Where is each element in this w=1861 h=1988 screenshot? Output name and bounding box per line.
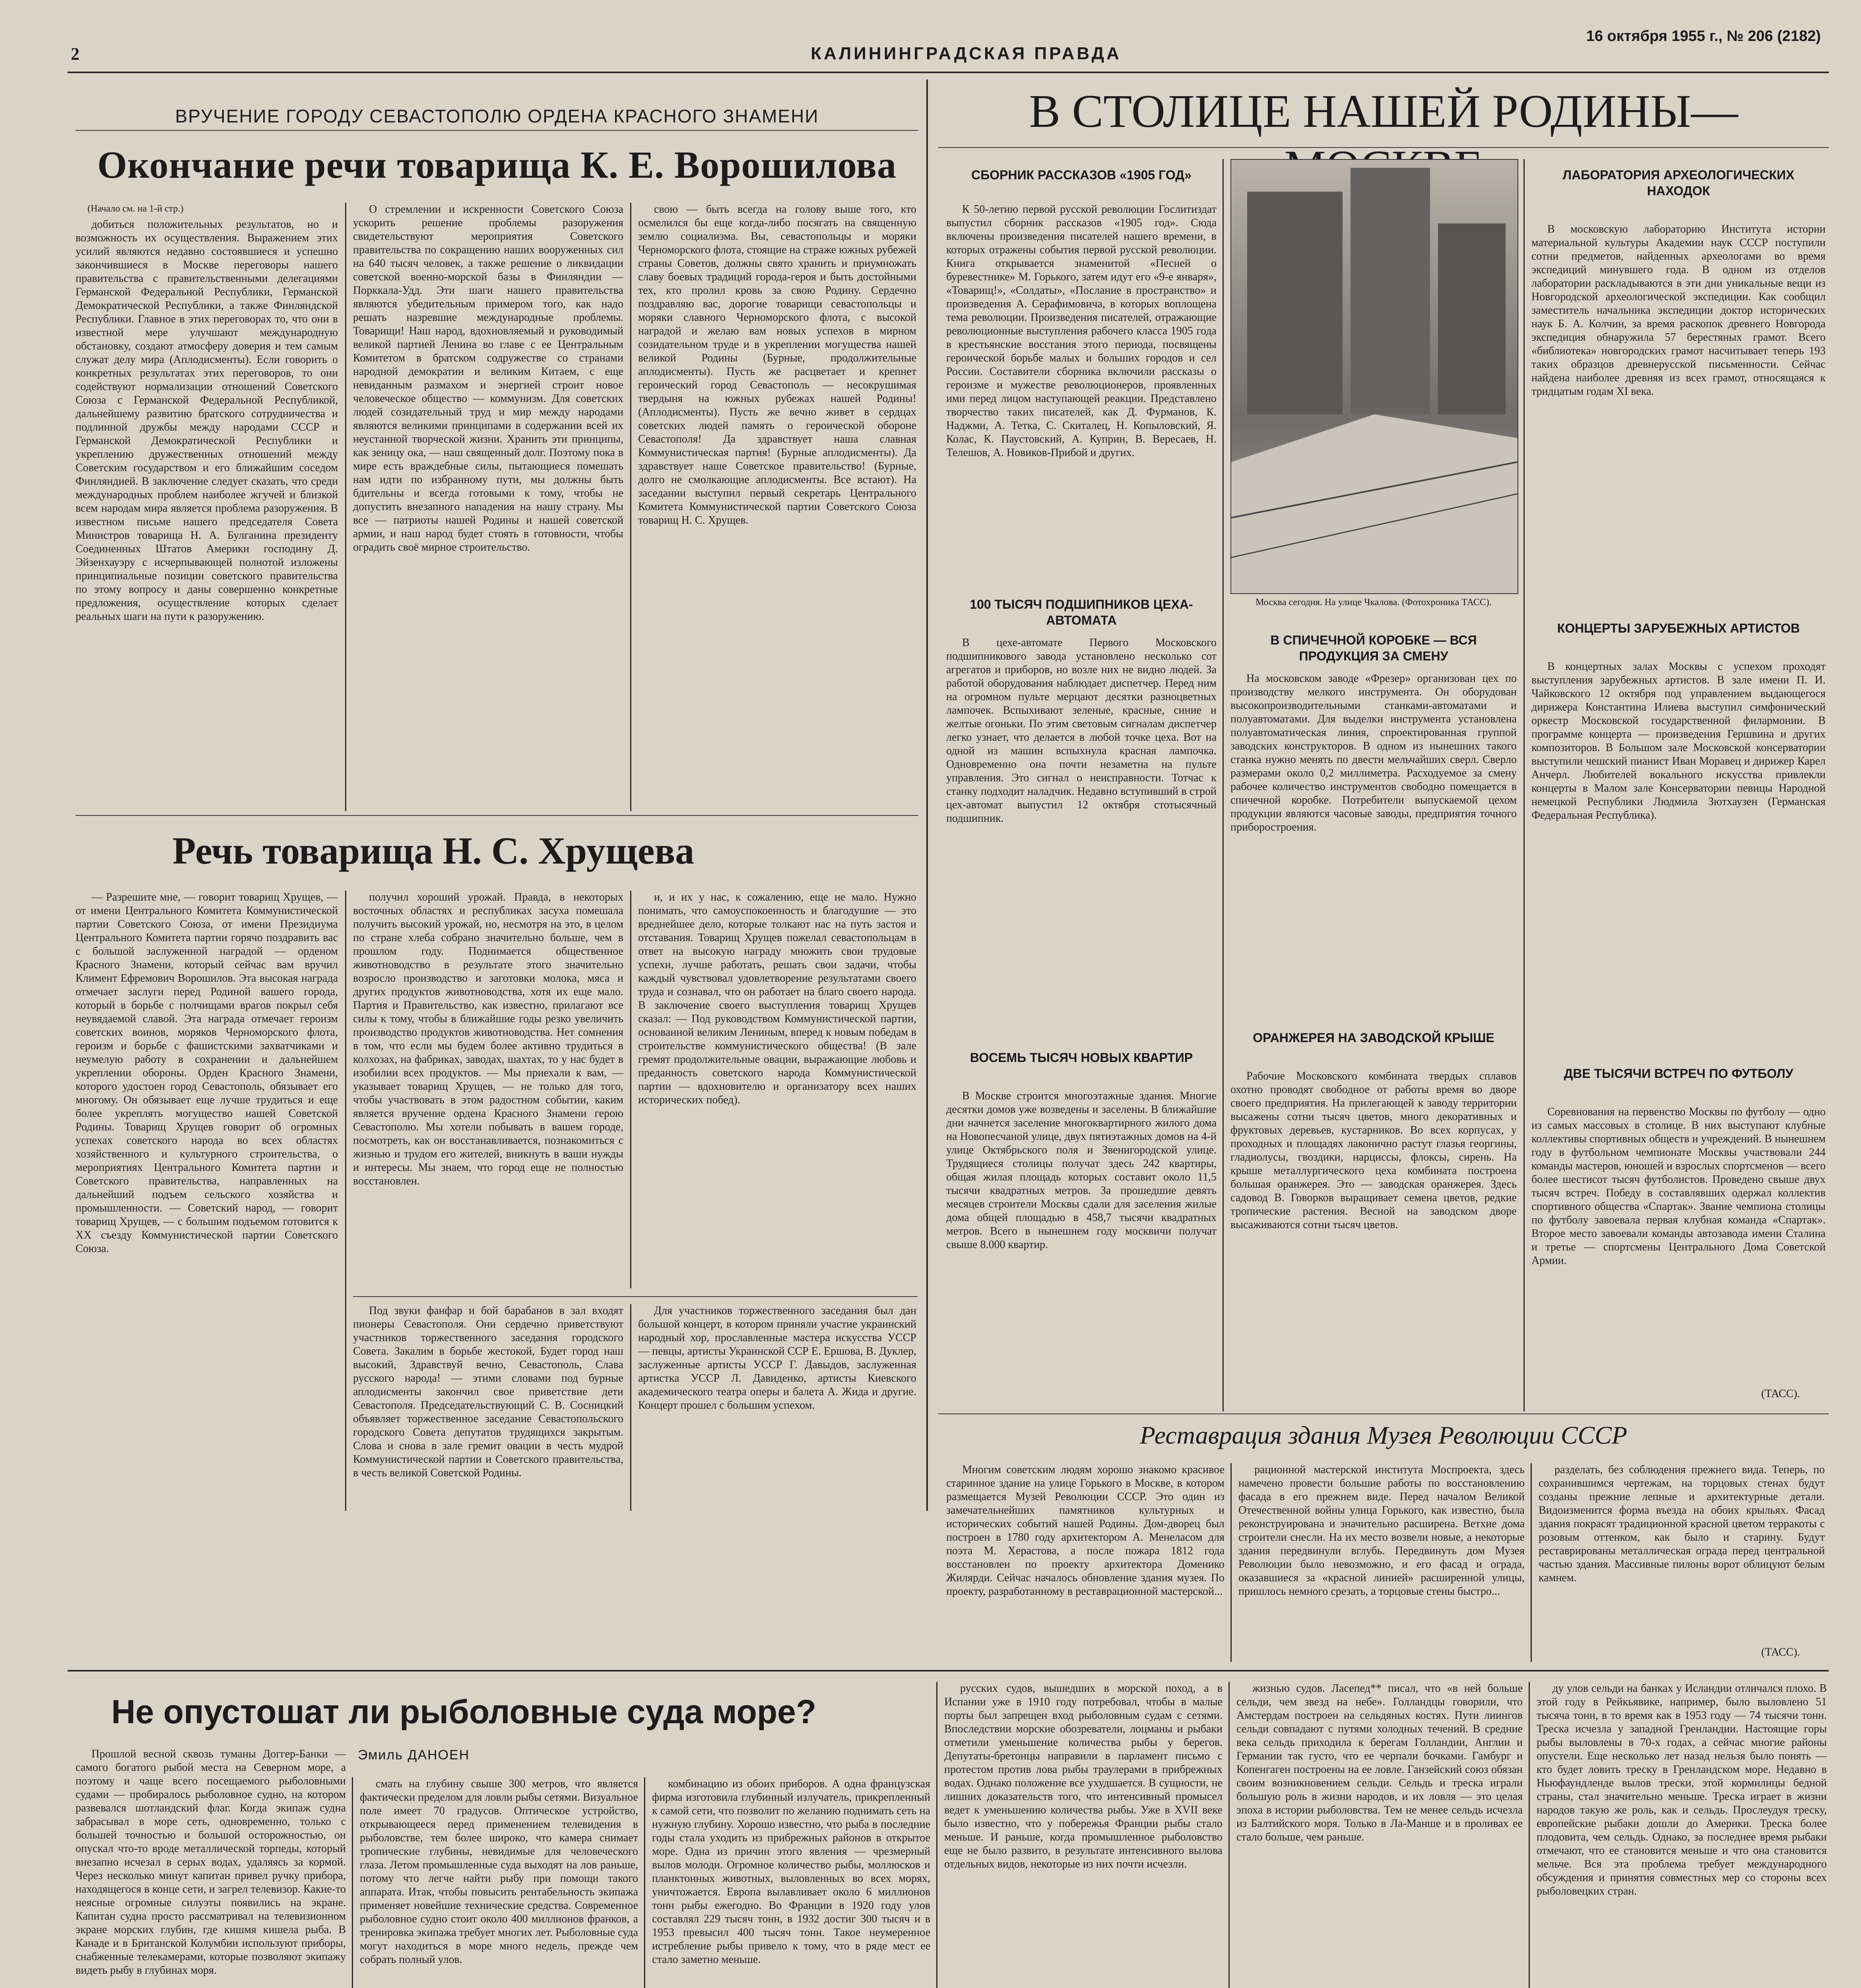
- subhead-apartments: ВОСЕМЬ ТЫСЯЧ НОВЫХ КВАРТИР: [970, 1050, 1193, 1065]
- col-divider: [630, 1304, 631, 1511]
- football-text: [1531, 1105, 1826, 1384]
- khrushchev-col-2-text: получил хороший урожай. Правда, в некоторых восточных областях и республиках засуха помешала получить высокий урожай, но, несмотря на это, в целом по стране хлеба собрано значительно больше, чем в прошлом году. Поднимается общественное животноводство в результате этого значительно возросло производство и заготовки молока, мяса и других продуктов животноводства, хотя их еще мало. Партия и Правительство, как известно, прилагают все силы к тому, чтобы в ближайшие годы резко увеличить производство продуктов животноводства. Нет сомнения в том, что если мы будем более активно трудиться в колхозах, на фабриках, заводах, шахтах, то у нас будет в изобилии всех продуктов. — Мы приехали к вам, — указывает товарищ Хрущев, — не только для того, чтобы участвовать в этом радостном событии, каким является вручение ордена Красного Знамени герою Севастополю. Мы хотели побывать в вашем городе, посмотреть, как он восстанавливается, познакомиться с жизнью и трудом его жителей, вникнуть в ваши нужды и интересы. Мы знаем, что город еще не полностью восстановлен.: [353, 891, 623, 1187]
- street-photo-drawing: [1231, 160, 1518, 593]
- voroshilov-col-2-text: О стремлении и искренности Советского Союза ускорить решение проблемы разоружения свидетельствуют мероприятия Советского правительства по сокращению наших вооруженных сил на 640 тысяч человек, а также решение о ликвидации советской военно-морской базы в Финляндии — Порккала-Удд. Эти шаги нашего правительства являются убедительным примером того, как надо решать назревшие международные проблемы. Товарищи! Наш народ, вдохновляемый и руководимый великой партией Ленина во главе с ее Центральным Комитетом в братском содружестве со странами народной демократии и великим Китаем, с еще невиданным размахом и энергией строит новое человеческое общество — коммунизм. Для советских людей созидательный труд и мир между народами являются великими принципами в содержании всей их неустанной творческой жизни. Хранить эти принципы, как зеницу ока, — наш священный долг. Поэтому пока в мире есть враждебные силы, пытающиеся помешать нам идти по избранному пути, мы должны быть бдительны и всегда готовыми к тому, чтобы не допустить внезапного нападения на нашу страну. Мы все — патриоты нашей Родины и нашей советской армии, и наш народ будет стоять в готовности, чтобы оградить своё мирное строительство.: [353, 203, 623, 553]
- fishing-col-5-text: жизнью судов. Ласепед** писал, что «в ней больше сельди, чем звезд на небе». Голландцы говорили, что Амстердам построен на сельдяных костях. Пути лиингов сельди совпадают с путями холодных течений. В средние века сельдь приходила к берегам Голландии, Англии и Германии так густо, что ее черпали бочками. Гамбург и Копенгаген построены на ее ловле. Ганзейский союз обязан своим возникновением сельди. Сельдь и треска играли большую роль в жизни народов, и их ловля — это целая эпоха в истории рыболовства. Тем не менее сельдь исчезла из Балтийского моря. Только в Ла-Манше и в проливах ее стало больше, чем раньше.: [1236, 1682, 1523, 1843]
- banner-rule: [938, 147, 1829, 148]
- header-rule: [68, 72, 1829, 73]
- collection-1905-body: К 50-летию первой русской революции Гослитиздат выпустил сборник рассказов «1905 год». Сюда включены произведения писателей нашего времени, в которых отражены события первой русской революции. Книга открывается знаменитой «Песней о буревестнике» М. Горького, затем идут его «9-е января», «Товарищ!», «Солдаты», «Послание в пространство» и произведения А. Серафимовича, в которых воплощена тема революции. Произведения писателей, отражающие революционные выступления рабочего класса 1905 года в крестьянские восстания этого периода, посвящены героической борьбе малых и больших городов и сел России. Составители сборника включили рассказы о героизме и мужестве революционеров, проявленных ими перед лицом наступающей реакции. Представлено творчество таких писателей, как Д. Фурманов, К. Наджми, А. Тетка, С. Скиталец, Н. Копыловский, Я. Колас, К. Паустовский, А. Куприн, В. Вересаев, Н. Телешов, А. Новиков-Прибой и других.: [946, 203, 1217, 459]
- continuation-note: (Начало см. на 1-й стр.): [87, 204, 184, 214]
- khrushchev-col-1-text: — Разрешите мне, — говорит товарищ Хрущев, — от имени Центрального Комитета Коммунистической партии Советского Союза, от имени Президиума Центрального Комитета партии горячо поздравить вас с большой заслуженной наградой — орденом Красного Знамени, который сейчас вам вручил Климент Ефремович Ворошилов. Эта высокая награда отмечает заслуги перед Родиной вашего города, который в борьбе с полчищами врагов покрыл себя неувядаемой славой. Эта награда отмечает героизм советских воинов, моряков Черноморского флота, героизм и борьбе с фашистскими захватчиками и неумелую работу в сохранении и дальнейшем укреплении обороны. Орден Красного Знамени, которого удостоен город Севастополь, обязывает его многому. Он обязывает еще лучше трудиться и еще более укреплять могущество нашей Советской Родины. Товарищ Хрущев говорит об огромных успехах советского народа во всех областях хозяйственного и культурного строительства, о мероприятиях Центрального Комитета партии и Советского правительства, направленных на дальнейший подъем сельского хозяйства и промышленности. — Советский народ, — говорит товарищ Хрущев, — с большим подъемом готовится к XX съезду Коммунистической партии Советского Союза.: [76, 891, 338, 1255]
- headline-voroshilov: Окончание речи товарища К. Е. Ворошилова: [97, 144, 897, 186]
- col-divider: [644, 1777, 645, 1988]
- matchbox-text: [1230, 672, 1517, 1014]
- khrushchev-col-2: [353, 891, 623, 1288]
- museum-col-2: [1238, 1463, 1525, 1662]
- subhead-football: ДВЕ ТЫСЯЧИ ВСТРЕЧ ПО ФУТБОЛУ: [1564, 1066, 1793, 1081]
- khrushchev-col-1: [76, 891, 338, 1511]
- tass-credit: (ТАСС).: [1761, 1388, 1800, 1400]
- fishing-col-1-text: Прошлой весной сквозь туманы Доггер-Банки — самого богатого рыбой места на Северном море, а поэтому и чаще всего посещаемого рыболовными судами — пробиралось рыболовное судно, на котором развевался шотландский флаг. Когда экипаж судна забрасывал в море сеть, одновременно, только с большей точностью и большой осторожностью, он опускал что-то вроде металлической торпеды, который внезапно исчезал в серых водах, удаляясь за кормой. Через несколько минут капитан привел ручку прибора, находящегося в конце сети, и загрел телевизор. Какие-то неясные огромные силуэты появились на экране. Капитан судна просто рассматривал на телевизионном экране морских глубин, где кишмя кишела рыба. В Канаде и в Британской Колумбии используют приборы, снабженные телекамерами, которые позволяют экипажу видеть рыбу в глубинах моря.: [76, 1748, 346, 1976]
- col-divider: [936, 1682, 937, 1988]
- museum-col-1: [946, 1463, 1224, 1662]
- subhead-collection-1905: СБОРНИК РАССКАЗОВ «1905 ГОД»: [971, 168, 1192, 182]
- subhead-greenhouse: ОРАНЖЕРЕЯ НА ЗАВОДСКОЙ КРЫШЕ: [1253, 1031, 1494, 1045]
- col-divider: [1529, 1682, 1530, 1988]
- subhead-matchbox: В СПИЧЕЧНОЙ КОРОБКЕ — ВСЯ ПРОДУКЦИЯ ЗА СМЕНУ: [1270, 633, 1477, 663]
- subhead-bearings: 100 ТЫСЯЧ ПОДШИПНИКОВ ЦЕХА-АВТОМАТА: [970, 597, 1193, 627]
- street-photo: [1230, 159, 1518, 594]
- fishing-col-4: [944, 1682, 1223, 1988]
- voroshilov-col-3-text: свою — быть всегда на голову выше того, кто осмелился бы еще когда-либо посягать на священную землю социализма. Вы, севастопольцы и моряки Черноморского флота, стоящие на страже южных рубежей страны Советов, должны свято хранить и приумножать славу боевых традиций города-героя и быть достойными тех, кто пролил кровь за свою Родину. Сердечно поздравляю вас, дорогие товарищи севастопольцы и моряки славного Черноморского флота, с высокой наградой и желаю вам новых успехов в мирном созидательном труде и в укреплении могущества нашей великой Родины (Бурные, продолжительные аплодисменты). Пусть же расцветает и крепнет героический город Севастополь — несокрушимая твердыня на южных рубежах нашей Родины! (Аплодисменты). Пусть же вечно живет в сердцах советских людей память о героической обороне Севастополя! Да здравствует наша славная Коммунистическая партия! (Бурные аплодисменты). Да здравствует наше Советское правительство! (Бурные, долго не смолкающие аплодисменты. Все встают). На заседании выступил первый секретарь Центрального Комитета Коммунистической партии Советского Союза товарищ Н. С. Хрущев.: [638, 203, 916, 526]
- archaeology-body: В московскую лабораторию Института истории материальной культуры Академии наук СССР поступили сотни предметов, найденных археологами во время экспедиций минувшего года. В одном из отделов лаборатории раскладываются в эти дни уникальные вещи из Новгородской археологической экспедиции. Как сообщил заместитель начальника экспедиции доктор исторических наук Б. А. Колчин, за время раскопок древнего Новгорода экспедиция обнаружила 57 берестяных грамот. Всего «библиотека» новгородских грамот насчитывает теперь 193 таких образцов древнерусской письменности. Сейчас найдена наиболее древняя из всех грамот, относящаяся к тридцатым годам XI века.: [1531, 223, 1826, 398]
- museum-col-2-text: рационной мастерской института Моспроекта, здесь намечено провести большие работы по восстановлению фасада в его прежнем виде. Перед началом Великой Отечественной войны улица Горького, как известно, была реконструирована и значительно расширена. Ветхие дома строители снесли. На их место возвели новые, а некоторые здания передвинули вглубь. Передвинуть дом Музея Революции было невозможно, и его фасад и ограда, оказавшиеся за «красной линией» расширенной улицы, пришлось немного срезать, а торцовые стены быстро...: [1238, 1464, 1525, 1598]
- khrushchev-col-3-text: и, и их у нас, к сожалению, еще не мало. Нужно понимать, что самоуспокоенность и благодушие — это вреднейшее дело, которые толкают нас на путь застоя и отставания. Товарищ Хрущев пожелал севастопольцам в ответ на высокую награду множить свои трудовые успехи, лучше работать, решать свои задачи, чтобы каждый чувствовал удовлетворение результатами своего труда и сознавал, что он работает на благо своего народа. В заключение своего выступления товарищ Хрущев сказал: — Под руководством Коммунистической партии, основанной великим Лениным, вперед к новым победам в строительстве коммунистического общества! (В зале гремят продолжительные овации, выражающие любовь и преданность советского народа Коммунистической партии — вдохновителю и организатору всех наших исторических побед).: [638, 891, 916, 1106]
- col-divider: [1531, 1463, 1532, 1662]
- concerts-text: [1531, 660, 1826, 1058]
- khrushchev-col-3: [638, 891, 916, 1288]
- col-divider: [352, 1777, 353, 1988]
- fishing-col-3-text: комбинацию из обоих приборов. А одна французская фирма изготовила глубинный излучатель, прикрепленный к самой сети, что позволит по желанию поднимать сеть на нужную глубину. Хорошо известно, что рыба в последние годы стала уходить из прибрежных районов в открытое море. Одна из причин этого явления — чрезмерный вылов молоди. Огромное количество рыбы, моллюсков и планктонных животных, выловленных во всех морях, уничтожается. Европа вылавливает около 6 миллионов тонн рыбы ежегодно. Во Франции в 1920 году улов составлял 229 тысяч тонн, в 1932 достиг 300 тысяч и в 1953 превысил 400 тысяч тонн. Такое неумеренное истребление рыбы привело к тому, что в ряде мест ее стало заметно меньше.: [652, 1778, 930, 1966]
- football-body: Соревнования на первенство Москвы по футболу — одно из самых массовых в столице. В них выступают клубные коллективы спортивных обществ и учреждений. В нынешнем году в футбольном чемпионате Москвы участвовали 244 команды мастеров, юношей и взрослых спортсменов — всего более шестисот тысяч футболистов. Проведено свыше двух тысяч встреч. Победу в составлявших одержал коллектив спортивного общества «Спартак». Звание чемпиона столицы по футболу завоевала первая клубная команда «Спартак». Второе место завоевали команды автозавода имени Сталина и третье — спортсмены Центрального Дома Советской Армии.: [1531, 1106, 1826, 1267]
- issue-date: 16 октября 1955 г., № 206 (2182): [1586, 28, 1821, 45]
- fishing-col-3: [652, 1777, 930, 1988]
- masthead: КАЛИНИНГРАДСКАЯ ПРАВДА: [811, 44, 1122, 63]
- museum-headline: Реставрация здания Музея Революции СССР: [1140, 1421, 1627, 1449]
- collection-1905-text: [946, 203, 1217, 580]
- col-divider: [345, 891, 346, 1511]
- matchbox-body: На московском заводе «Фрезер» организован цех по производству мелкого инструмента. Он оборудован высокопроизводительными станками-автоматами и полуавтоматами. Для выделки инструмента установлена полуавтоматическая линия, спроектированная группой заводских конструкторов. В одном из нынешних такого станка нужно менять по двести мельчайших сверл. Сверло размерами около 0,2 миллиметра. Расходуемое за смену рабочее количество инструментов свободно помещается в спичечной коробке. Потребители выпускаемой цехом продукции являются часовые заводы, предприятия точного приборостроения.: [1230, 672, 1517, 833]
- subhead-concerts: КОНЦЕРТЫ ЗАРУБЕЖНЫХ АРТИСТОВ: [1557, 621, 1800, 635]
- fishing-col-2: [360, 1777, 638, 1988]
- col-divider: [1230, 1463, 1232, 1662]
- voroshilov-col-1: [76, 218, 338, 794]
- fishing-col-1: [76, 1747, 346, 1988]
- greenhouse-text: [1230, 1070, 1517, 1408]
- museum-col-3: [1539, 1463, 1825, 1642]
- bearings-text: [946, 636, 1217, 1034]
- photo-caption: Москва сегодня. На улице Чкалова. (Фотохроника ТАСС).: [1256, 597, 1492, 608]
- fishing-col-6: [1537, 1682, 1827, 1988]
- voroshilov-col-3: [638, 203, 916, 811]
- fishing-col-6-text: ду улов сельди на банках у Исландии отличался плохо. В этой году в Рейкьявике, например, было выловлено 51 тысяча тонн, в то время как в 1953 году — 74 тысячи тонн. Треска исчезла у западной Гренландии. Настоящие горы рыбы выловлены в 70-х годах, а сейчас многие районы опустели. Еще несколько лет назад нельзя было понять — кто будет ловить треску в Гренландском море. Недавно в Ньюфаундленде вылов трески, этой кормилицы бедной страны, стал значительно меньше. Треска играет в жизни народов такую же роль, как и сельдь. Прослеудуя треску, европейские рыбаки дошли до Америки. Треска более плодовита, чем сельдь. Однако, за последнее время рыбаки отмечают, что ее становится меньше и что она становится мельче. Вся эта проблема требует международного обсуждения и принятия совместных мер со стороны всех рыболовецких стран.: [1537, 1682, 1827, 1897]
- pioneers-column: [353, 1304, 623, 1511]
- fishing-col-5: [1236, 1682, 1523, 1988]
- pioneers-text: Под звуки фанфар и бой барабанов в зал входят пионеры Севастополя. Они сердечно приветствуют участников торжественного заседания городского Совета. Закалим в борьбе жестокой, Будет город наш высокий, Здравствуй вечно, Севастополь, Слава русского народа! — этими словами под бурные аплодисменты закончил свое приветствие дети Севастополя. Председательствующий С. В. Сосницкий объявляет торжественное заседание Севастопольского городского Совета депутатов трудящихся закрытым. Слова и снова в зале гремит овации в честь мудрой Коммунистической партии и Советского правительства, в честь великой Советской Родины.: [353, 1305, 623, 1479]
- subhead-archaeology: ЛАБОРАТОРИЯ АРХЕОЛОГИЧЕСКИХ НАХОДОК: [1562, 168, 1795, 198]
- kicker: ВРУЧЕНИЕ ГОРОДУ СЕВАСТОПОЛЮ ОРДЕНА КРАСНОГО ЗНАМЕНИ: [76, 105, 918, 131]
- section-rule: [76, 815, 918, 816]
- col-divider: [1223, 159, 1224, 1411]
- concert-text: Для участников торжественного заседания был дан большой концерт, в котором приняли участие украинский народный хор, прославленные мастера искусства УССР — певцы, артисты Украинской ССР Е. Ершова, В. Дуклер, заслуженные артисты УССР Г. Давыдов, заслуженная артистка УССР Л. Давиденко, артисты Киевского академического театра оперы и балета А. Жида и другие. Концерт прошел с большим успехом.: [638, 1305, 916, 1411]
- section-divider: [926, 80, 928, 1511]
- bottom-rule: [68, 1670, 1829, 1672]
- voroshilov-col-2: [353, 203, 623, 811]
- section-rule: [353, 1296, 918, 1297]
- fishing-author: Эмиль ДАНОЕН: [358, 1747, 470, 1763]
- concert-column: [638, 1304, 916, 1511]
- headline-khrushchev: Речь товарища Н. С. Хрущева: [172, 829, 695, 872]
- apartments-body: В Москве строится многоэтажные здания. Многие десятки домов уже возведены и заселены. В ближайшие дни начнется заселение многоквартирного жилого дома на Новопесчаной улице, двух пятиэтажных домов на 4-й улице Октябрьского поля и Звенигородской улице. Трудящиеся столицы получат здесь 242 квартиры, общая жилая площадь которых составит около 11,5 тысячи квадратных метров. За прошедшие девять месяцев строители Москвы сдали для заселения жилые дома общей площадью в 458,7 тысячи квадратных метров. Всего в нынешнем году москвичи получат свыше 8.000 квартир.: [946, 1090, 1217, 1251]
- museum-rule: [938, 1413, 1829, 1414]
- tass-credit: (ТАСС).: [1761, 1646, 1800, 1658]
- fishing-col-4-text: русских судов, вышедших в морской поход, а в Испании уже в 1910 году потребовал, чтобы в малые порты был запрещен вход рыболовным судам с сетями. Впоследствии морские обозреватели, лоцманы и рыбаки отметили уменьшение количества рыбы у берегов. Депутаты-бретонцы направили в парламент письмо с протестом против лова рыбы траулерами в прибрежных водах. Однако положение все ухудшается. В сущности, не лишних доказательств того, что интенсивный промысел ведет к уменьшению количества рыбы. Уже в XVII веке было известно, что у побережья Франции рыбы стало меньше. И раньше, когда промышленное рыболовство еще не было развито, в результате интенсивного вылова отдельных видов, некоторые из них почти исчезли.: [944, 1682, 1223, 1870]
- museum-col-3-text: разделать, без соблюдения прежнего вида. Теперь, по сохранившимся чертежам, на торцовых стенах будут созданы прежние лепные и архитектурные детали. Видоизменится форма въезда на обоих крыльях. Фасад здания покрасят традиционной красной цветом терракоты с розовым оттенком, как было и старину. Будут реставрированы металлическая ограда перед центральной частью здания. Массивные пилоны ворот облицуют белым камнем.: [1539, 1464, 1825, 1584]
- fishing-headline: Не опустошат ли рыболовные суда море?: [111, 1693, 817, 1730]
- moscow-banner: В СТОЛИЦЕ НАШЕЙ РОДИНЫ—: [1029, 85, 1738, 137]
- greenhouse-body: Рабочие Московского комбината твердых сплавов охотно проводят свободное от работы время во дворе своего предприятия. На прилегающей к заводу территории высажены сотни тысяч цветов, много декоративных и фруктовых деревьев, кустарников. Во всех корпусах, у проходных и площадях лаконично растут глазья георгины, гладиолусы, гвоздики, нарциссы, флоксы, сирень. На крыше металлургического цеха комбината построена большая оранжерея. Это — заводская оранжерея. Здесь садовод В. Говорков выращивает семена цветов, редкие тропические растения. Весной на заводском дворе высаживаются сотни тысяч цветов.: [1230, 1070, 1517, 1231]
- apartments-text: [946, 1089, 1217, 1408]
- col-divider: [630, 891, 631, 1288]
- col-divider: [1228, 1682, 1230, 1988]
- bearings-body: В цехе-автомате Первого Московского подшипникового завода установлено несколько сот агрегатов и приборов, но возле них не видно людей. За работой оборудования наблюдает диспетчер. Перед ним на огромном пульте мерцают десятки разноцветных лампочек. Вспыхивают зеленые, красные, синие и желтые огоньки. По этим световым сигналам диспетчер легко узнает, что делается в любой точке цеха. Вот на одной из машин вспыхнула красная лампочка. Одновременно она почти незаметна на пульте управления. Это сигнал о неисправности. Тотчас к станку подходит наладчик. Недавно вступивший в строй цех-автомат выпустил 12 октября стотысячный подшипник.: [946, 637, 1217, 825]
- fishing-col-2-text: смать на глубину свыше 300 метров, что является фактически пределом для ловли рыбы сетями. Визуальное поле имеет 70 градусов. Оптическое устройство, открывающееся перед применением телевидения в рыболовстве, тем более широко, что камера снимает тропические глубины, невидимые для человеческого глаза. Летом промышленные суда выходят на лов раньше, потому что легче найти рыбу при помощи такого аппарата. Итак, чтобы повысить рентабельность экипажа применяет новейшие технические средства. Современное рыболовное судно стоит около 400 миллионов франков, а тренировка экипажа требует многих лет. Рыболовные суда могут находиться в море много недель, прежде чем собрать полный улов.: [360, 1778, 638, 1966]
- voroshilov-col-1-text: добиться положительных результатов, но и возможность их осуществления. Выражением этих усилий являются недавно состоявшиеся и успешно закончившиеся в Москве переговоры нашего правительства с правительственными делегациями Германской Федеральной Республики, Германской Демократической Республики, а также Финляндской Республики. Главное в этих переговорах то, что они в известной мере улучшают международную обстановку, создают атмосферу доверия и тем самым служат делу мира (Аплодисменты). Если говорить о конкретных результатах этих переговоров, то они содействуют нормализации отношений Советского Союза с Германской Федеральной Республикой, дальнейшему развитию братского сотрудничества и подлинной дружбы между народами СССР и Германской Демократической Республики и укреплению дружественных отношений между Советским государством и его ближайшим соседом Финляндией. В заключение следует сказать, что среди международных проблем наиболее жгучей и близкой всем народам мира является проблема разоружения. В известном письме нашего председателя Совета Министров товарища Н. А. Булганина президенту Соединенных Штатов Америки господину Д. Эйзенхауэру с исчерпывающей полнотой изложены принципиальные позиции советского правительства по этому вопросу и даны совершенно конкретные предложения, осуществление которых сделает реальных шаги на пути к разоружению.: [76, 218, 338, 623]
- concerts-body: В концертных залах Москвы с успехом проходят выступления зарубежных артистов. В зале имени П. И. Чайковского 12 октября под управлением выдающегося дирижера Константина Илиева выступил симфонический оркестр Московской государственной филармонии. В программе концерта — произведения Гершвина и других композиторов. В Большом зале Московской консерватории выступили чешский пианист Иван Моравец и дирижер Карел Анчерл. Любителей вокального искусства привлекли концерты в Малом зале Консерватории певицы Народной немецкой Республики Людмила Зютхаузен (Германская Федеральная Республика).: [1531, 660, 1826, 821]
- col-divider: [630, 203, 631, 811]
- page-number: 2: [71, 44, 80, 64]
- col-divider: [345, 203, 346, 811]
- museum-col-1-text: Многим советским людям хорошо знакомо красивое старинное здание на улице Горького в Москве, в котором размещается Музей Революции СССР. Это один из замечательнейших памятников культурных и исторических событий нашей Родины. Дом-дворец был построен в 1780 году архитектором А. Менеласом для поэта М. Херастова, а после пожара 1812 года восстановлен по проекту архитектора Доменико Жилярди. Сейчас началось обновление здания музея. По проекту, разработанному в реставрационной мастерской...: [946, 1464, 1224, 1598]
- archaeology-text: [1531, 223, 1826, 612]
- col-divider: [1523, 159, 1525, 1411]
